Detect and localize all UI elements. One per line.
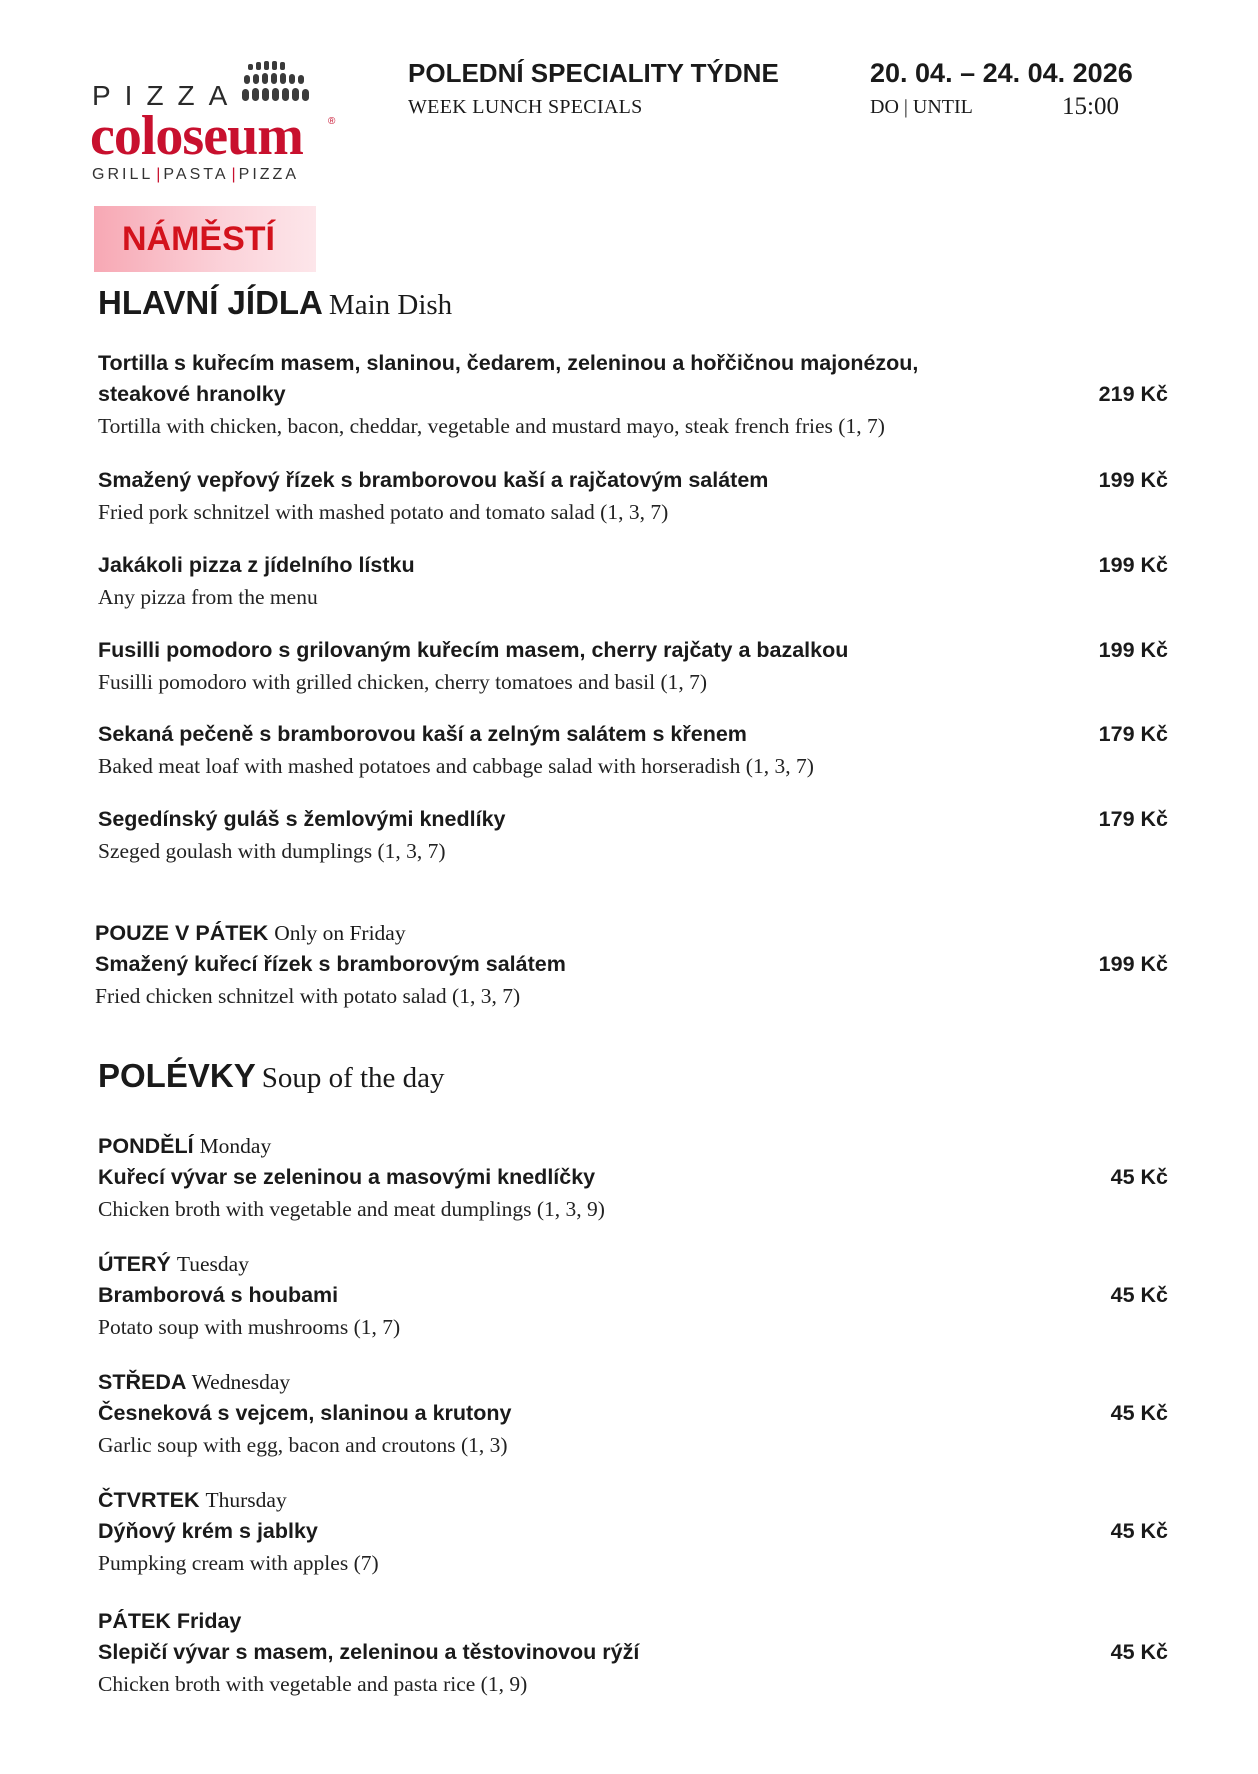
logo-subtitle: [92, 166, 299, 184]
location-label: NÁMĚSTÍ: [122, 220, 275, 258]
menu-item: [98, 635, 1168, 699]
pizza-coloseum-logo: [90, 58, 350, 188]
soup-day: [98, 1367, 1168, 1398]
soup-item: [98, 1485, 1168, 1580]
friday-label-en: Only on Friday: [274, 921, 406, 945]
item-name-en: Tortilla with chicken, bacon, cheddar, vegetable and mustard mayo, steak french fries (1, 7): [98, 414, 885, 438]
item-price: 179 Kč: [1098, 722, 1168, 746]
item-name-en: Fusilli pomodoro with grilled chicken, cherry tomatoes and basil (1, 7): [98, 670, 708, 694]
soup-day-cz: ČTVRTEK: [98, 1488, 200, 1512]
soup-day-cz: STŘEDA: [98, 1370, 186, 1394]
soup-day-cz: PÁTEK: [98, 1609, 171, 1633]
item-name-cz: Česneková s vejcem, slaninou a krutony: [98, 1401, 512, 1425]
item-price: 45 Kč: [1110, 1401, 1168, 1425]
registered-mark: ®: [328, 116, 336, 127]
logo-sub-pasta: PASTA: [163, 166, 229, 183]
soup-title-en: Soup of the day: [261, 1062, 445, 1094]
date-range: 20. 04. – 24. 04. 2026: [870, 58, 1133, 88]
item-name-cz: Dýňový krém s jablky: [98, 1519, 318, 1543]
item-name-cz: Fusilli pomodoro s grilovaným kuřecím masem, cherry rajčaty a bazalkou: [98, 638, 849, 662]
soup-day-en: Thursday: [205, 1488, 287, 1512]
logo-sub-grill: GRILL: [92, 166, 154, 183]
soup-day-en: Monday: [199, 1134, 272, 1158]
item-name-en: Any pizza from the menu: [98, 585, 318, 609]
logo-brand: coloseum: [90, 105, 303, 167]
menu-item: [98, 348, 1168, 443]
location-badge: [94, 206, 316, 272]
item-name-en: Chicken broth with vegetable and pasta rice (1, 9): [98, 1672, 528, 1696]
item-price: 45 Kč: [1110, 1283, 1168, 1307]
logo-sub-pizza: PIZZA: [238, 166, 299, 183]
item-price: 199 Kč: [1098, 638, 1168, 662]
item-name-en: Fried chicken schnitzel with potato salad (1, 3, 7): [95, 984, 521, 1008]
soup-day: [98, 1249, 1168, 1280]
soup-day-en: Tuesday: [176, 1252, 249, 1276]
item-name-cz: Bramborová s houbami: [98, 1283, 339, 1307]
item-price: 199 Kč: [1098, 468, 1168, 492]
logo-separator: |: [156, 166, 161, 183]
item-name-cz: Sekaná pečeně s bramborovou kaší a zelným salátem s křenem: [98, 722, 747, 746]
item-name-en: Potato soup with mushrooms (1, 7): [98, 1315, 401, 1339]
page-title: POLEDNÍ SPECIALITY TÝDNE: [408, 58, 779, 88]
item-name-en: Chicken broth with vegetable and meat dumplings (1, 3, 9): [98, 1197, 605, 1221]
item-name-cz: Segedínský guláš s žemlovými knedlíky: [98, 807, 506, 831]
friday-special-label: [95, 918, 1168, 949]
item-name-en: Garlic soup with egg, bacon and croutons (1, 3): [98, 1433, 508, 1457]
soup-day: [98, 1485, 1168, 1516]
soup-heading: [98, 1057, 445, 1095]
soup-day-cz: PONDĚLÍ: [98, 1134, 194, 1158]
soup-day: [98, 1131, 1168, 1162]
item-name-en: Pumpking cream with apples (7): [98, 1551, 379, 1575]
soup-day: [98, 1606, 1168, 1637]
menu-item: [98, 550, 1168, 614]
item-price: 45 Kč: [1110, 1165, 1168, 1189]
item-price: 199 Kč: [1098, 553, 1168, 577]
friday-label-cz: POUZE V PÁTEK: [95, 921, 269, 945]
item-name-en: Baked meat loaf with mashed potatoes and cabbage salad with horseradish (1, 3, 7): [98, 754, 814, 778]
main-dish-heading: [98, 284, 452, 322]
main-dish-title-cz: HLAVNÍ JÍDLA: [98, 284, 323, 321]
item-name-cz: Kuřecí vývar se zeleninou a masovými knedlíčky: [98, 1165, 596, 1189]
menu-item: [98, 804, 1168, 868]
item-name-cz: Smažený vepřový řízek s bramborovou kaší a rajčatovým salátem: [98, 468, 769, 492]
item-name-cz: Tortilla s kuřecím masem, slaninou, čedarem, zeleninou a hořčičnou majonézou, steakové hranolky: [98, 351, 919, 406]
soup-item: [98, 1249, 1168, 1344]
item-price: 45 Kč: [1110, 1640, 1168, 1664]
menu-item: [98, 465, 1168, 529]
soup-day-cz: ÚTERÝ: [98, 1252, 171, 1276]
item-name-en: Fried pork schnitzel with mashed potato and tomato salad (1, 3, 7): [98, 500, 669, 524]
until-time: 15:00: [1062, 93, 1119, 120]
friday-special: [95, 918, 1168, 1013]
item-name-cz: Smažený kuřecí řízek s bramborovým salátem: [95, 952, 566, 976]
page-subtitle: WEEK LUNCH SPECIALS: [408, 96, 643, 118]
main-dish-title-en: Main Dish: [328, 289, 453, 321]
soup-title-cz: POLÉVKY: [98, 1057, 256, 1094]
item-name-en: Szeged goulash with dumplings (1, 3, 7): [98, 839, 446, 863]
logo-top-word: PIZZA: [92, 80, 242, 111]
logo-separator: |: [231, 166, 236, 183]
item-price: 179 Kč: [1098, 807, 1168, 831]
item-price: 219 Kč: [1098, 382, 1168, 406]
soup-day-en: Friday: [176, 1609, 242, 1633]
soup-day-en: Wednesday: [191, 1370, 291, 1394]
item-name-cz: Jakákoli pizza z jídelního lístku: [98, 553, 415, 577]
item-price: 199 Kč: [1098, 952, 1168, 976]
item-name-cz: Slepičí vývar s masem, zeleninou a těstovinovou rýží: [98, 1640, 640, 1664]
soup-item: [98, 1131, 1168, 1226]
until-label: DO | UNTIL: [870, 96, 973, 118]
soup-item: [98, 1367, 1168, 1462]
soup-item: [98, 1606, 1168, 1701]
menu-item: [98, 719, 1168, 783]
item-price: 45 Kč: [1110, 1519, 1168, 1543]
